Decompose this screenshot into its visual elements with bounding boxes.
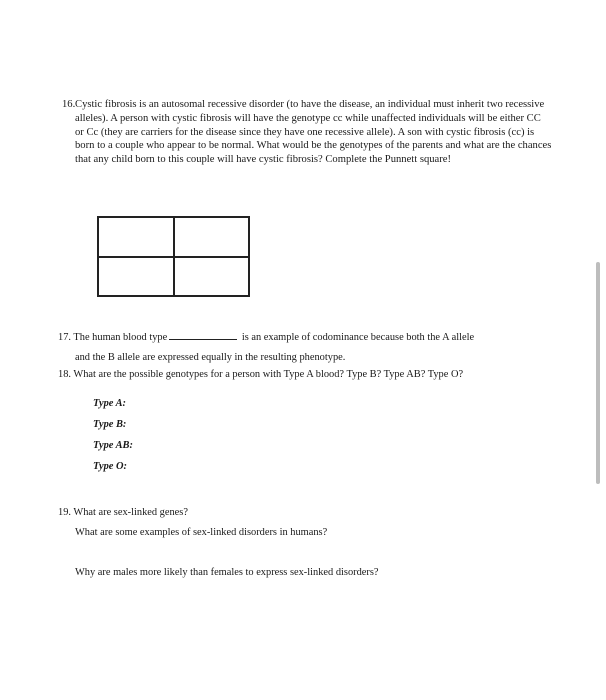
type-o-label: Type O: xyxy=(93,461,127,472)
type-ab-label: Type AB: xyxy=(93,440,133,451)
question-text-line3: Why are males more likely than females to express sex-linked disorders? xyxy=(75,567,379,578)
punnett-cell[interactable] xyxy=(98,217,174,257)
answer-blank[interactable] xyxy=(169,330,237,340)
question-16 xyxy=(62,98,552,167)
scrollbar-thumb[interactable] xyxy=(596,262,600,484)
punnett-cell[interactable] xyxy=(174,217,250,257)
question-number: 19. xyxy=(58,507,71,518)
question-text: Cystic fibrosis is an autosomal recessive disorder (to have the disease, an individual must inherit two recessive alleles). A person with cystic fibrosis will have the genotype cc while unaffected individuals will be either CC or Cc (they are carriers for the disease since they have one recessive allele). A son with cystic fibrosis (cc) is born to a couple who appear to be normal. What would be the genotypes of the parents and what are the chances that any child born to this couple will have cystic fibrosis? Complete the Punnett square! xyxy=(75,99,552,166)
punnett-cell[interactable] xyxy=(174,257,250,297)
question-text-after-blank: is an example of codominance because both the A allele xyxy=(241,332,475,343)
type-b-label: Type B: xyxy=(93,419,127,430)
type-a-label: Type A: xyxy=(93,398,126,409)
question-text-line2: What are some examples of sex-linked disorders in humans? xyxy=(75,527,328,538)
question-number: 17. xyxy=(58,332,71,343)
punnett-square[interactable] xyxy=(97,216,250,297)
question-19 xyxy=(58,503,558,583)
question-17 xyxy=(58,328,558,368)
punnett-cell[interactable] xyxy=(98,257,174,297)
blood-type-list xyxy=(93,398,133,482)
question-text-line2: and the B allele are expressed equally in the resulting phenotype. xyxy=(75,352,346,363)
question-number: 18. xyxy=(58,369,71,380)
question-18 xyxy=(58,368,558,382)
question-number: 16. xyxy=(62,99,76,110)
question-text: What are the possible genotypes for a person with Type A blood? Type B? Type AB? Type O? xyxy=(73,369,464,380)
question-text: What are sex-linked genes? xyxy=(73,507,188,518)
question-text-before-blank: The human blood type xyxy=(73,332,168,343)
